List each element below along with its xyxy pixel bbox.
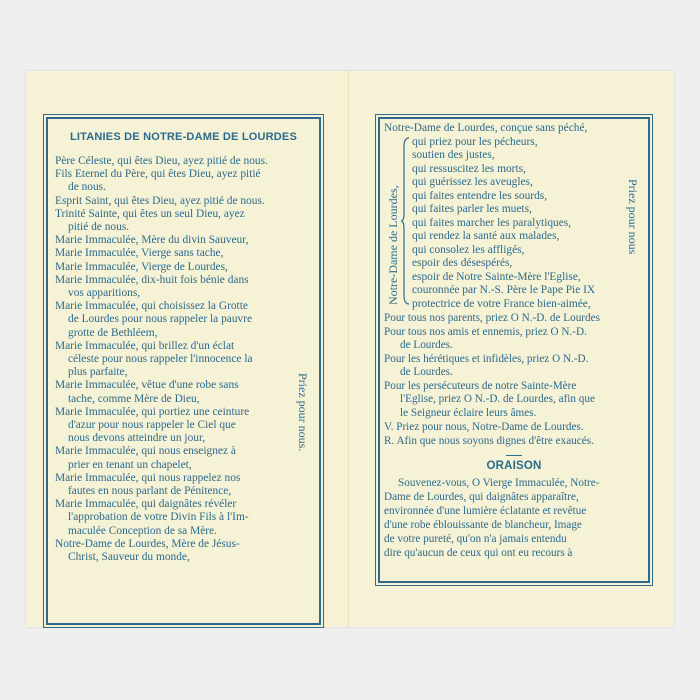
litany-panel-left (46, 117, 321, 625)
litany-line: vos apparitions, (68, 287, 141, 299)
litany-line: protectrice de votre France bien-aimée, (412, 297, 591, 310)
litany-line: Christ, Sauveur du monde, (68, 551, 190, 563)
litany-line: maculée Conception de sa Mère. (68, 524, 217, 537)
litany-line: Marie Immaculée, qui daignâtes révéler (55, 498, 237, 511)
litany-line: qui faites entendre les sourds, (412, 189, 548, 202)
litany-line: Marie Immaculée, qui brillez d'un éclat (55, 339, 235, 352)
oraison-title: ORAISON (486, 460, 542, 472)
litany-line: qui faites parler les muets, (412, 203, 532, 215)
oraison-line: Dame de Lourdes, qui daignâtes apparaître, (384, 491, 579, 503)
litany-line: de Lourdes. (400, 339, 453, 351)
litany-line: Marie Immaculée, qui choisissez la Grotte (55, 300, 248, 313)
oraison-line: dire qu'aucun de ceux qui ont eu recours à (384, 547, 573, 559)
litany-line: qui rendez la santé aux malades, (412, 230, 560, 242)
litany-line: de Lourdes pour nous rappeler la pauvre (68, 313, 253, 326)
litany-line: Marie Immaculée, Vierge de Lourdes, (55, 260, 228, 273)
litany-line: Pour les hérétiques et infidèles, priez O N.-D. (384, 352, 589, 365)
divider (506, 455, 522, 456)
litany-line: d'azur pour nous rappeler le Ciel que (68, 419, 236, 431)
litany-line: l'Eglise, priez O N.-D. de Lourdes, afin que (400, 393, 595, 405)
litany-line: qui consolez les affligés, (412, 243, 525, 256)
priez-pour-nous-right: Priez pour nous (626, 179, 640, 255)
litany-line: Trinité Sainte, qui êtes un seul Dieu, ayez (55, 207, 245, 220)
litany-line: Marie Immaculée, qui nous enseignez à (55, 445, 236, 458)
litany-line: pitié de nous. (68, 221, 130, 233)
litany-line: de Lourdes. (400, 366, 453, 378)
litany-line: Marie Immaculée, qui portiez une ceinture (55, 405, 250, 418)
litany-line: le Seigneur éclaire leurs âmes. (400, 406, 537, 419)
litany-line: tache, comme Mère de Dieu, (68, 392, 200, 405)
litany-line: R. Afin que nous soyons dignes d'être exaucés. (384, 434, 594, 447)
litany-line: Fils Eternel du Père, qui êtes Dieu, ayez pitié (55, 168, 261, 181)
litany-line: soutien des justes, (412, 149, 495, 161)
litany-line: Marie Immaculée, vêtue d'une robe sans (55, 379, 239, 392)
litany-panel-right (378, 117, 650, 583)
oraison-line: Souvenez-vous, O Vierge Immaculée, Notre- (398, 477, 600, 489)
litany-line: nous devons atteindre un jour, (68, 432, 206, 445)
litany-line: fautes en nous parlant de Pénitence, (68, 485, 232, 497)
litany-line: Marie Immaculée, dix-huit fois bénie dans (55, 273, 249, 286)
litany-line: Père Céleste, qui êtes Dieu, ayez pitié de nous. (55, 155, 268, 167)
litany-line: prier en tenant un chapelet, (68, 458, 192, 471)
fold-line (348, 71, 349, 627)
litany-title: LITANIES DE NOTRE-DAME DE LOURDES (69, 131, 297, 143)
oraison-line: environnée d'une lumière éclatante et revêtue (384, 505, 587, 517)
prayer-card (26, 71, 674, 627)
litany-line: Notre-Dame de Lourdes, Mère de Jésus- (55, 537, 240, 550)
litany-line: Notre-Dame de Lourdes, conçue sans péché, (384, 122, 588, 134)
litany-line: plus parfaite, (68, 366, 128, 379)
litany-line: couronnée par N.-S. Père le Pape Pie IX (412, 284, 596, 296)
litany-line: Pour les persécuteurs de notre Sainte-Mère (384, 379, 577, 392)
litany-line: l'approbation de votre Divin Fils à l'Im- (68, 511, 249, 524)
litany-line: Esprit Saint, qui êtes Dieu, ayez pitié de nous. (55, 194, 265, 207)
priez-pour-nous-left: Priez pour nous. (296, 373, 310, 452)
litany-line: V. Priez pour nous, Notre-Dame de Lourdes. (384, 421, 584, 433)
litany-line: Marie Immaculée, Vierge sans tache, (55, 247, 224, 260)
notre-dame-brace-label: Notre-Dame de Lourdes, (386, 185, 400, 305)
oraison-line: d'une robe éblouissante de blancheur, Image (384, 519, 582, 531)
litany-line: qui ressuscitez les morts, (412, 162, 526, 175)
litany-line: espoir de Notre Sainte-Mère l'Eglise, (412, 270, 581, 283)
litany-line: Marie Immaculée, qui nous rappelez nos (55, 471, 241, 484)
oraison-line: de votre pureté, qu'on n'a jamais entendu (384, 533, 567, 545)
litany-line: Marie Immaculée, Mère du divin Sauveur, (55, 234, 249, 247)
brace-icon (401, 137, 411, 305)
litany-line: céleste pour nous rappeler l'innocence la (68, 353, 253, 365)
litany-line: qui faites marcher les paralytiques, (412, 216, 572, 229)
litany-line: qui guérissez les aveugles, (412, 176, 533, 188)
litany-line: grotte de Bethléem, (68, 326, 158, 339)
litany-line: qui priez pour les pécheurs, (412, 135, 538, 148)
litany-line: Pour tous nos parents, priez O N.-D. de Lourdes (384, 312, 600, 324)
litany-line: Pour tous nos amis et ennemis, priez O N.-D. (384, 325, 587, 338)
litany-line: espoir des désespérés, (412, 257, 513, 269)
litany-line: de nous. (68, 181, 106, 194)
